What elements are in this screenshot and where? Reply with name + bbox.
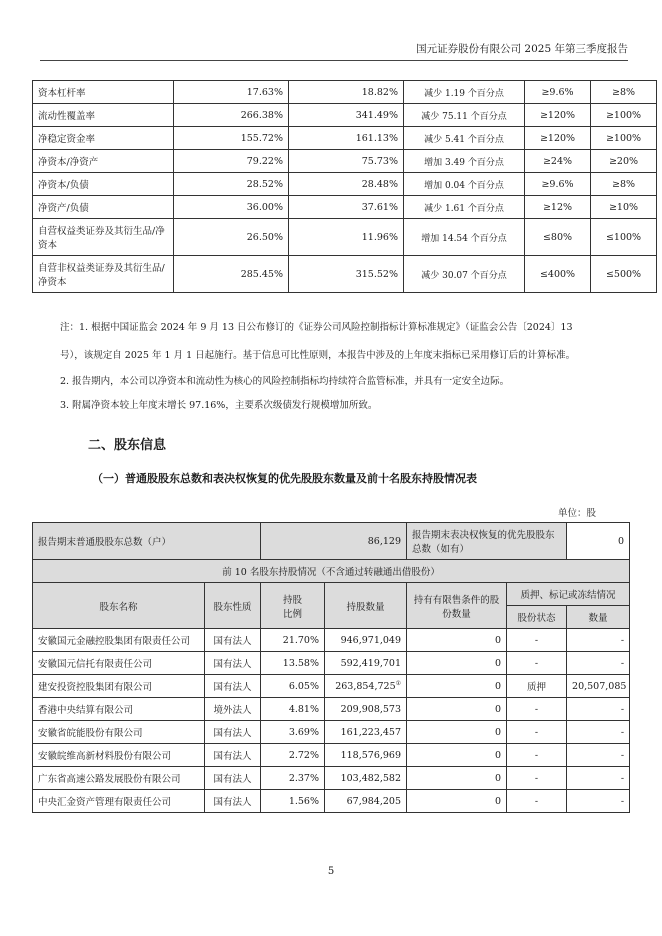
- holder-quantity-value: 263,854,725: [335, 681, 396, 693]
- table-row: [33, 629, 630, 652]
- regulatory-standard: ≥100%: [591, 127, 657, 150]
- holder-name: 中央汇金资产管理有限责任公司: [33, 790, 205, 813]
- col-header-nature: 股东性质: [205, 583, 261, 629]
- holder-quantity: 67,984,205: [325, 790, 407, 813]
- current-value: 79.22%: [174, 150, 289, 173]
- warning-standard: ≤400%: [525, 256, 591, 293]
- holder-name: 安徽皖维高新材料股份有限公司: [33, 744, 205, 767]
- holder-count: -: [567, 652, 630, 675]
- table-row: [33, 652, 630, 675]
- section-subtitle: （一）普通股股东总数和表决权恢复的优先股股东数量及前十名股东持股情况表: [92, 472, 477, 485]
- holder-nature: 国有法人: [205, 744, 261, 767]
- col-header-restricted: 持有有限售条件的股份数量: [407, 583, 507, 629]
- holder-name: 安徽国元金融控股集团有限责任公司: [33, 629, 205, 652]
- previous-value: 18.82%: [289, 81, 404, 104]
- change-value: 减少 30.07 个百分点: [404, 256, 525, 293]
- holder-status: 质押: [507, 675, 567, 698]
- holder-name: 香港中央结算有限公司: [33, 698, 205, 721]
- holder-status: -: [507, 767, 567, 790]
- table-row: [33, 127, 657, 150]
- holder-status: -: [507, 652, 567, 675]
- total-holders-label: 报告期末普通股股东总数（户）: [33, 523, 261, 560]
- holder-ratio: 13.58%: [261, 652, 325, 675]
- indicator-name: 净稳定资金率: [33, 127, 174, 150]
- holder-nature: 国有法人: [205, 721, 261, 744]
- holder-count: -: [567, 790, 630, 813]
- current-value: 28.52%: [174, 173, 289, 196]
- change-value: 增加 14.54 个百分点: [404, 219, 525, 256]
- holder-ratio: 1.56%: [261, 790, 325, 813]
- shareholders-table: [32, 522, 630, 813]
- current-value: 155.72%: [174, 127, 289, 150]
- note-2: 2. 报告期内，本公司以净资本和流动性为核心的风险控制指标均持续符合监管标准，并具有一定安全边际。: [60, 376, 510, 387]
- holder-quantity: 946,971,049: [325, 629, 407, 652]
- regulatory-standard: ≥8%: [591, 173, 657, 196]
- regulatory-standard: ≥20%: [591, 150, 657, 173]
- table-row: [33, 173, 657, 196]
- warning-standard: ≥9.6%: [525, 173, 591, 196]
- warning-standard: ≥9.6%: [525, 81, 591, 104]
- table-row: [33, 675, 630, 698]
- holder-nature: 国有法人: [205, 652, 261, 675]
- table-row: [33, 767, 630, 790]
- regulatory-standard: ≤500%: [591, 256, 657, 293]
- holder-ratio: 21.70%: [261, 629, 325, 652]
- unit-label: 单位：股: [557, 508, 596, 519]
- indicator-name: 自营非权益类证券及其衍生品/净资本: [33, 256, 174, 293]
- indicator-name: 资本杠杆率: [33, 81, 174, 104]
- holder-restricted: 0: [407, 790, 507, 813]
- holder-count: -: [567, 629, 630, 652]
- regulatory-standard: ≥8%: [591, 81, 657, 104]
- holder-ratio: 3.69%: [261, 721, 325, 744]
- pref-holders-label: 报告期末表决权恢复的优先股股东总数（如有）: [407, 523, 567, 560]
- total-holders-value: 86,129: [261, 523, 407, 560]
- page-number: 5: [327, 866, 335, 877]
- change-value: 减少 75.11 个百分点: [404, 104, 525, 127]
- current-value: 26.50%: [174, 219, 289, 256]
- previous-value: 341.49%: [289, 104, 404, 127]
- holder-restricted: 0: [407, 744, 507, 767]
- page-header: [40, 40, 628, 61]
- regulatory-standard: ≥100%: [591, 104, 657, 127]
- holder-ratio: 2.37%: [261, 767, 325, 790]
- holder-name: 建安投资控股集团有限公司: [33, 675, 205, 698]
- risk-indicator-table: [32, 80, 657, 293]
- holder-ratio: 2.72%: [261, 744, 325, 767]
- regulatory-standard: ≤100%: [591, 219, 657, 256]
- holder-status: -: [507, 721, 567, 744]
- holder-nature: 境外法人: [205, 698, 261, 721]
- current-value: 17.63%: [174, 81, 289, 104]
- indicator-name: 流动性覆盖率: [33, 104, 174, 127]
- change-value: 增加 3.49 个百分点: [404, 150, 525, 173]
- holder-nature: 国有法人: [205, 629, 261, 652]
- indicator-name: 自营权益类证券及其衍生品/净资本: [33, 219, 174, 256]
- table-row: [33, 219, 657, 256]
- holder-ratio: 6.05%: [261, 675, 325, 698]
- change-value: 增加 0.04 个百分点: [404, 173, 525, 196]
- ratio-header-line-1: 持股: [283, 594, 303, 606]
- holder-quantity: 209,908,573: [325, 698, 407, 721]
- holder-name: 安徽国元信托有限责任公司: [33, 652, 205, 675]
- holder-status: -: [507, 629, 567, 652]
- table-row: [33, 104, 657, 127]
- holder-quantity: 592,419,701: [325, 652, 407, 675]
- warning-standard: ≥120%: [525, 104, 591, 127]
- holder-name: 安徽省皖能股份有限公司: [33, 721, 205, 744]
- col-header-quantity: 持股数量: [325, 583, 407, 629]
- table-row: [33, 256, 657, 293]
- col-header-pledge: 质押、标记或冻结情况: [507, 583, 630, 606]
- holder-status: -: [507, 744, 567, 767]
- holder-count: -: [567, 698, 630, 721]
- holder-restricted: 0: [407, 767, 507, 790]
- holder-name: 广东省高速公路发展股份有限公司: [33, 767, 205, 790]
- pref-holders-value: 0: [567, 523, 630, 560]
- header-row: [33, 583, 630, 606]
- holder-status: -: [507, 790, 567, 813]
- warning-standard: ≥24%: [525, 150, 591, 173]
- change-value: 减少 1.19 个百分点: [404, 81, 525, 104]
- holder-restricted: 0: [407, 629, 507, 652]
- table-row: [33, 698, 630, 721]
- holder-ratio: 4.81%: [261, 698, 325, 721]
- current-value: 266.38%: [174, 104, 289, 127]
- holder-nature: 国有法人: [205, 675, 261, 698]
- col-header-name: 股东名称: [33, 583, 205, 629]
- holder-quantity: 103,482,582: [325, 767, 407, 790]
- holder-nature: 国有法人: [205, 790, 261, 813]
- note-1-continued: 号），该规定自 2025 年 1 月 1 日起施行。基于信息可比性原则，本报告中涉及的上年度末指标已采用修订后的计算标准。: [60, 350, 576, 361]
- indicator-name: 净资本/净资产: [33, 150, 174, 173]
- note-1: 注：1. 根据中国证监会 2024 年 9 月 13 日公布修订的《证券公司风险控制指标计算标准规定》（证监会公告〔2024〕13: [60, 322, 573, 333]
- ratio-header-line-2: 比例: [283, 608, 303, 620]
- current-value: 36.00%: [174, 196, 289, 219]
- col-header-status: 股份状态: [507, 606, 567, 629]
- table-row: [33, 790, 630, 813]
- warning-standard: ≥12%: [525, 196, 591, 219]
- summary-row: [33, 523, 630, 560]
- table-row: [33, 196, 657, 219]
- holder-quantity: 161,223,457: [325, 721, 407, 744]
- warning-standard: ≥120%: [525, 127, 591, 150]
- col-header-count: 数量: [567, 606, 630, 629]
- indicator-name: 净资本/负债: [33, 173, 174, 196]
- holder-quantity: [325, 675, 407, 698]
- footnote-marker: ①: [395, 679, 402, 687]
- col-header-ratio: [261, 583, 325, 629]
- holder-restricted: 0: [407, 652, 507, 675]
- holder-count: 20,507,085: [567, 675, 630, 698]
- top10-title-row: [33, 560, 630, 583]
- previous-value: 37.61%: [289, 196, 404, 219]
- previous-value: 315.52%: [289, 256, 404, 293]
- previous-value: 28.48%: [289, 173, 404, 196]
- warning-standard: ≤80%: [525, 219, 591, 256]
- current-value: 285.45%: [174, 256, 289, 293]
- previous-value: 75.73%: [289, 150, 404, 173]
- holder-nature: 国有法人: [205, 767, 261, 790]
- holder-quantity: 118,576,969: [325, 744, 407, 767]
- regulatory-standard: ≥10%: [591, 196, 657, 219]
- holder-count: -: [567, 744, 630, 767]
- note-3: 3. 附属净资本较上年度末增长 97.16%，主要系次级债发行规模增加所致。: [60, 400, 378, 411]
- section-title: 二、股东信息: [88, 438, 167, 453]
- change-value: 减少 5.41 个百分点: [404, 127, 525, 150]
- report-title: 国元证券股份有限公司 2025 年第三季度报告: [416, 43, 628, 55]
- previous-value: 161.13%: [289, 127, 404, 150]
- top10-title: 前 10 名股东持股情况（不含通过转融通出借股份）: [33, 560, 630, 583]
- table-row: [33, 150, 657, 173]
- table-row: [33, 744, 630, 767]
- previous-value: 11.96%: [289, 219, 404, 256]
- holder-restricted: 0: [407, 675, 507, 698]
- holder-status: -: [507, 698, 567, 721]
- table-row: [33, 81, 657, 104]
- table-row: [33, 721, 630, 744]
- indicator-name: 净资产/负债: [33, 196, 174, 219]
- holder-count: -: [567, 767, 630, 790]
- holder-restricted: 0: [407, 698, 507, 721]
- change-value: 减少 1.61 个百分点: [404, 196, 525, 219]
- holder-restricted: 0: [407, 721, 507, 744]
- holder-count: -: [567, 721, 630, 744]
